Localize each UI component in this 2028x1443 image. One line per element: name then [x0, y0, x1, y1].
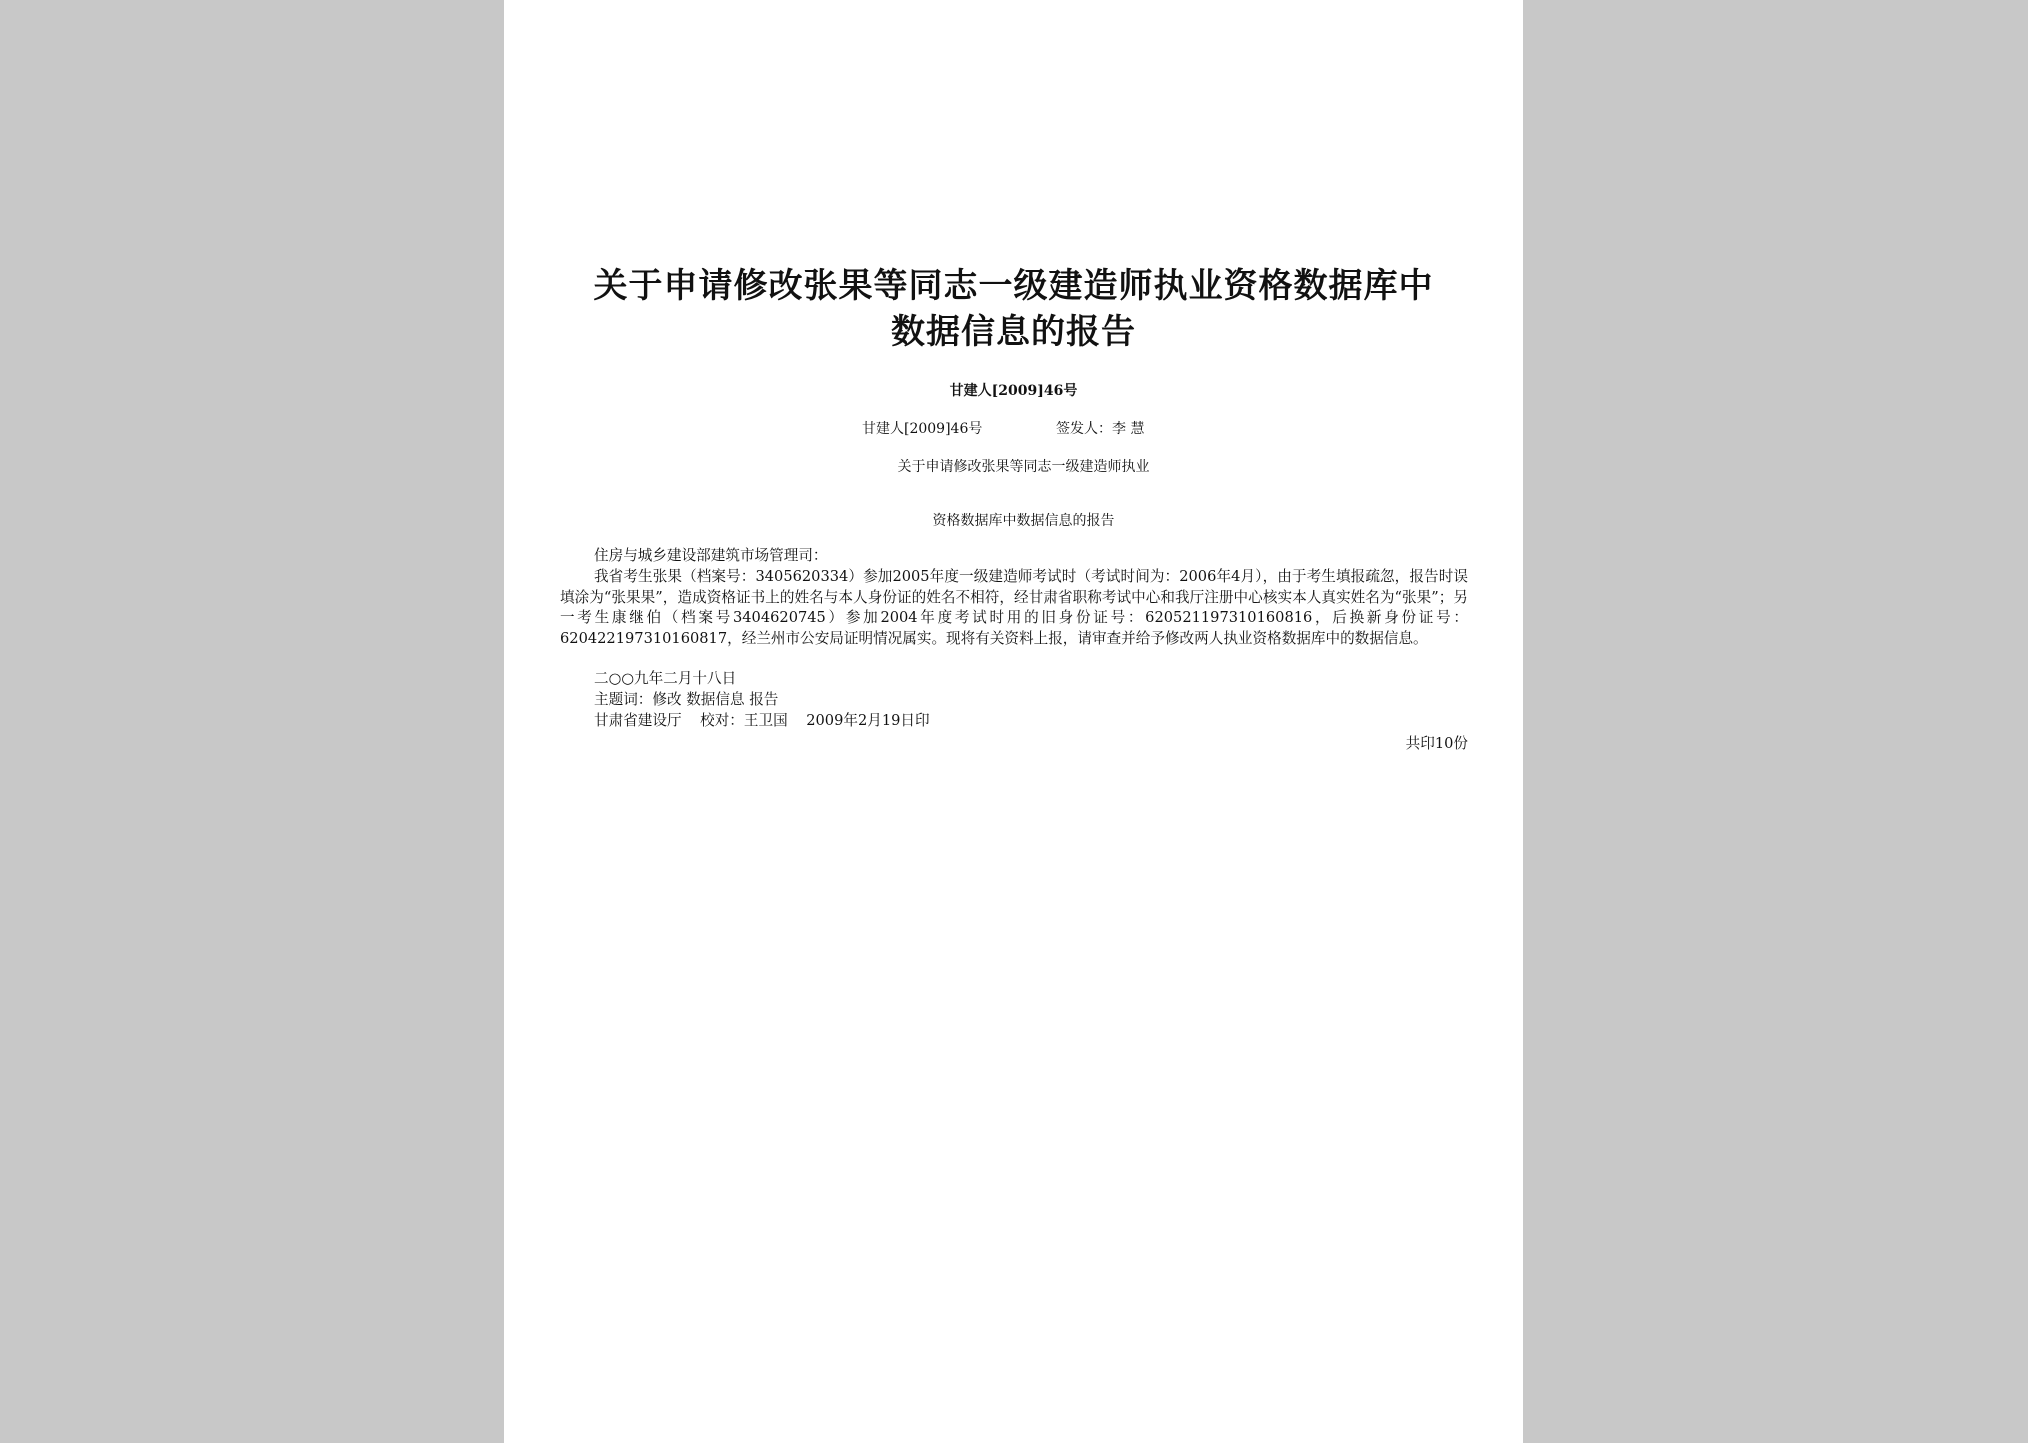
document-number: 甘建人[2009]46号: [949, 383, 1078, 399]
subtitle-line-1: 关于申请修改张果等同志一级建造师执业: [897, 459, 1150, 475]
document-page: [504, 0, 1523, 1443]
issuer-footer-line: 甘肃省建设厅 校对：王卫国 2009年2月19日印: [594, 712, 930, 729]
document-title-line-1: 关于申请修改张果等同志一级建造师执业资格数据库中: [593, 266, 1434, 306]
document-title-line-2: 数据信息的报告: [891, 312, 1136, 352]
meta-signer: 签发人：李 慧: [1056, 421, 1145, 437]
keywords-line: 主题词：修改 数据信息 报告: [594, 691, 779, 708]
document-date: 二○○九年二月十八日: [594, 670, 737, 687]
salutation: 住房与城乡建设部建筑市场管理司：: [594, 547, 828, 564]
meta-document-number: 甘建人[2009]46号: [862, 421, 983, 437]
subtitle-line-2: 资格数据库中数据信息的报告: [932, 513, 1115, 529]
copies-count: 共印10份: [1405, 735, 1468, 752]
body-paragraph: 我省考生张果（档案号：3405620334）参加2005年度一级建造师考试时（考试时间为：2006年4月），由于考生填报疏忽，报告时误填涂为“张果果”，造成资格证书上的姓名与本人身份证的姓名不相符，经甘肃省职称考试中心和我厅注册中心核实本人真实姓名为“张果”；另一考生康继伯（档案号3404620745）参加2004年度考试时用的旧身份证号：620521197310160816，后换新身份证号：620422197310160817，经兰州市公安局证明情况属实。现将有关资料上报，请审查并给予修改两人执业资格数据库中的数据信息。: [560, 568, 1468, 647]
